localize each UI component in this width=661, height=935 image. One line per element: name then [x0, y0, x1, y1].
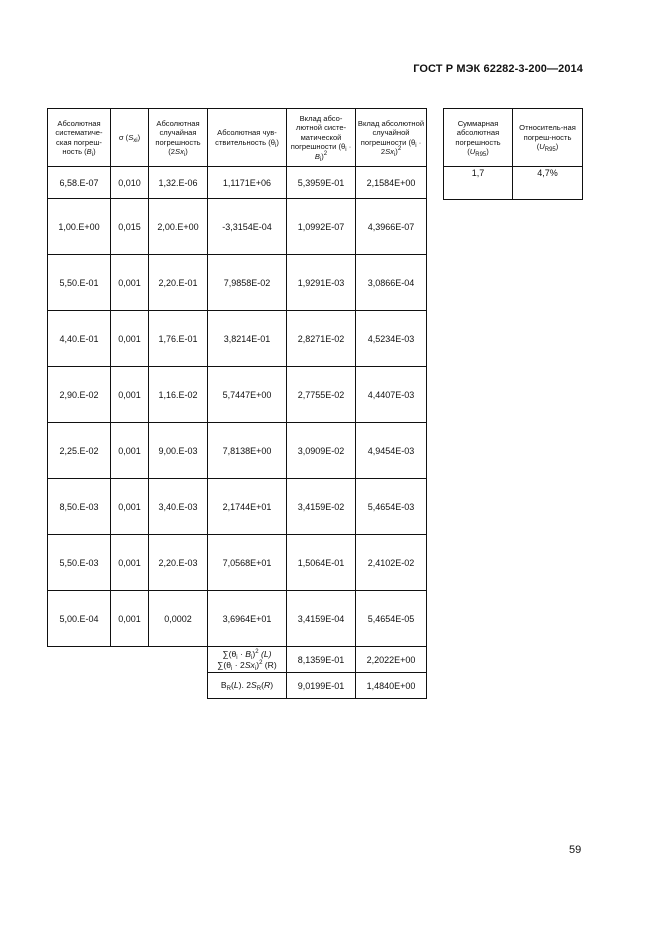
header-subscript: i — [345, 147, 347, 154]
header-subscript: i — [183, 152, 186, 158]
header-text: Суммарная абсолютная погрешность ( — [455, 118, 501, 156]
header-sensitivity — [208, 109, 287, 167]
table-row — [48, 535, 427, 591]
table-cell: 3,40.E-03 — [149, 479, 208, 535]
label-tag: (R) — [262, 659, 277, 670]
table-header-row — [48, 109, 427, 167]
label-text: ( — [261, 680, 264, 690]
total-value-systematic: 9,0199E-01 — [287, 673, 356, 699]
table-cell: 6,58.E-07 — [48, 167, 111, 199]
table-cell: 3,4159E-02 — [287, 479, 356, 535]
table-row — [48, 367, 427, 423]
header-subscript: i — [393, 152, 396, 158]
table-cell: 0,001 — [111, 591, 149, 647]
document-header: ГОСТ Р МЭК 62282-3-200—2014 — [413, 63, 583, 75]
label-subscript: R — [256, 686, 262, 692]
table-row — [48, 311, 427, 367]
header-contrib-systematic — [287, 109, 356, 167]
table-cell: 1,9291E-03 — [287, 255, 356, 311]
header-subscript: i — [415, 142, 417, 149]
header-total-uncertainty — [444, 109, 513, 167]
uncertainty-table — [47, 108, 427, 699]
sum-row — [48, 647, 427, 673]
header-symbol: U — [539, 142, 545, 152]
table-cell: 2,00.E+00 — [149, 199, 208, 255]
table-cell: 3,4159E-04 — [287, 591, 356, 647]
total-label-cell — [208, 673, 287, 699]
label-subscript: i — [236, 654, 238, 661]
header-superscript: 2 — [323, 150, 328, 157]
label-text: · — [237, 648, 246, 659]
table-cell: 7,0568E+01 — [208, 535, 287, 591]
table-cell: 5,4654E-05 — [356, 591, 427, 647]
label-text: · 2 — [232, 659, 245, 670]
table-cell: 4,3966E-07 — [356, 199, 427, 255]
header-text: ) — [395, 147, 398, 156]
header-relative-uncertainty — [513, 109, 583, 167]
table-cell: 3,0866E-04 — [356, 255, 427, 311]
table-cell: 0,0002 — [149, 591, 208, 647]
table-cell: 4,5234E-03 — [356, 311, 427, 367]
table-cell: 3,6964E+01 — [208, 591, 287, 647]
table-cell: 2,1744E+01 — [208, 479, 287, 535]
sum-value-systematic: 8,1359E-01 — [287, 647, 356, 673]
sum-label-line2 — [208, 660, 286, 671]
table-cell: 2,25.E-02 — [48, 423, 111, 479]
table-cell: 2,7755E-02 — [287, 367, 356, 423]
header-symbol: Sx — [385, 147, 394, 156]
label-subscript: i — [251, 654, 253, 661]
sum-label-cell — [208, 647, 287, 673]
label-text: B — [220, 680, 227, 690]
label-superscript: 2 — [255, 648, 259, 655]
table-cell: 0,001 — [111, 367, 149, 423]
table-cell: 5,7447E+00 — [208, 367, 287, 423]
table-cell: 5,50.E-01 — [48, 255, 111, 311]
page-number: 59 — [569, 844, 582, 856]
table-cell: 2,8271E-02 — [287, 311, 356, 367]
table-row — [48, 591, 427, 647]
header-text: σ ( — [118, 132, 129, 142]
label-text: ∑(θ — [222, 648, 237, 659]
header-text: · — [346, 142, 352, 152]
table-cell: 0,001 — [111, 255, 149, 311]
total-uncertainty-value: 1,7 — [444, 167, 513, 200]
header-text: ) — [93, 147, 96, 156]
label-superscript: 2 — [259, 659, 263, 666]
header-superscript: 2 — [397, 146, 402, 152]
table-cell: 0,010 — [111, 167, 149, 199]
label-symbol: B — [245, 648, 252, 659]
header-text: Абсолютная чув-ствительность (θ — [215, 128, 277, 147]
label-symbol: L — [233, 680, 239, 690]
total-row — [48, 673, 427, 699]
table-row — [48, 199, 427, 255]
relative-uncertainty-value: 4,7% — [513, 167, 583, 200]
header-subscript: i — [319, 156, 322, 163]
header-text: Вклад абсо-лютной систе-матической погрешности (θ — [290, 113, 347, 152]
table-row — [48, 423, 427, 479]
header-subscript: i — [91, 152, 94, 158]
header-text: ) — [185, 147, 188, 156]
header-subscript: R95 — [544, 147, 556, 154]
table-row — [48, 479, 427, 535]
table-cell: 9,00.E-03 — [149, 423, 208, 479]
summary-table — [443, 108, 583, 200]
table-cell: 0,001 — [111, 479, 149, 535]
header-text: · 2 — [380, 137, 422, 156]
label-subscript: R — [226, 686, 231, 692]
table-cell: 5,4654E-03 — [356, 479, 427, 535]
table-cell: 1,0992E-07 — [287, 199, 356, 255]
header-subscript: i — [274, 142, 277, 149]
table-cell: 2,20.E-01 — [149, 255, 208, 311]
table-cell: 2,4102E-02 — [356, 535, 427, 591]
table-cell: 8,50.E-03 — [48, 479, 111, 535]
header-symbol: U — [469, 147, 476, 156]
header-subscript: xi — [133, 137, 138, 144]
label-subscript: i — [254, 665, 257, 672]
header-text: ) — [555, 142, 559, 152]
table-cell: -3,3154E-04 — [208, 199, 287, 255]
label-symbol: S — [251, 680, 257, 690]
table-cell: 4,40.E-01 — [48, 311, 111, 367]
table-cell: 4,4407E-03 — [356, 367, 427, 423]
table-row — [48, 167, 427, 199]
table-cell: 7,8138E+00 — [208, 423, 287, 479]
table-cell: 7,9858E-02 — [208, 255, 287, 311]
total-value-random: 1,4840E+00 — [356, 673, 427, 699]
table-cell: 5,50.E-03 — [48, 535, 111, 591]
table-cell: 0,001 — [111, 535, 149, 591]
header-symbol: S — [128, 132, 134, 142]
table-cell: 5,00.E-04 — [48, 591, 111, 647]
table-cell: 2,1584E+00 — [356, 167, 427, 199]
blank-cell — [48, 647, 208, 673]
label-text: ) — [256, 659, 260, 670]
header-abs-random — [149, 109, 208, 167]
header-text: ) — [137, 132, 141, 142]
header-text: Абсолютная систематиче-ская погреш-ность ( — [55, 118, 103, 156]
header-contrib-random — [356, 109, 427, 167]
label-tag: (L) — [258, 648, 272, 659]
label-symbol: R — [264, 680, 271, 690]
header-text: Абсолютная случайная погрешность (2 — [155, 118, 201, 156]
label-subscript: i — [231, 665, 233, 672]
table-row — [48, 255, 427, 311]
table-cell: 1,5064E-01 — [287, 535, 356, 591]
sum-value-random: 2,2022E+00 — [356, 647, 427, 673]
table-cell: 0,001 — [111, 311, 149, 367]
header-symbol: B — [86, 147, 92, 156]
label-text: ) — [270, 680, 274, 690]
sum-label-line1 — [208, 649, 286, 660]
table-cell: 2,90.E-02 — [48, 367, 111, 423]
table-cell: 1,1171E+06 — [208, 167, 287, 199]
table-cell: 1,76.E-01 — [149, 311, 208, 367]
header-text: Вклад абсолютной случайной погрешности (θ — [357, 118, 425, 147]
table-cell: 4,9454E-03 — [356, 423, 427, 479]
label-text: ∑(θ — [217, 659, 232, 670]
blank-cell — [48, 673, 208, 699]
header-sigma — [111, 109, 149, 167]
header-text: ) — [486, 147, 489, 156]
table-cell: 1,32.E-06 — [149, 167, 208, 199]
label-text: ) — [252, 648, 256, 659]
table-cell: 0,001 — [111, 423, 149, 479]
table-cell: 5,3959E-01 — [287, 167, 356, 199]
header-subscript: R95 — [475, 152, 487, 158]
table-cell: 1,00.E+00 — [48, 199, 111, 255]
summary-value-row — [444, 167, 583, 200]
label-symbol: Sx — [244, 659, 255, 670]
header-symbol: B — [314, 151, 320, 161]
header-symbol: Sx — [175, 147, 184, 156]
header-abs-systematic — [48, 109, 111, 167]
table-cell: 0,015 — [111, 199, 149, 255]
summary-header-row — [444, 109, 583, 167]
label-text: ). 2 — [238, 680, 252, 690]
header-text: ) — [276, 137, 279, 147]
table-cell: 3,0909E-02 — [287, 423, 356, 479]
label-text: ( — [230, 680, 234, 690]
table-cell: 3,8214E-01 — [208, 311, 287, 367]
header-text: Относитель-ная погреш-ность ( — [519, 123, 576, 152]
table-cell: 2,20.E-03 — [149, 535, 208, 591]
table-cell: 1,16.E-02 — [149, 367, 208, 423]
header-text: ) — [321, 151, 324, 161]
